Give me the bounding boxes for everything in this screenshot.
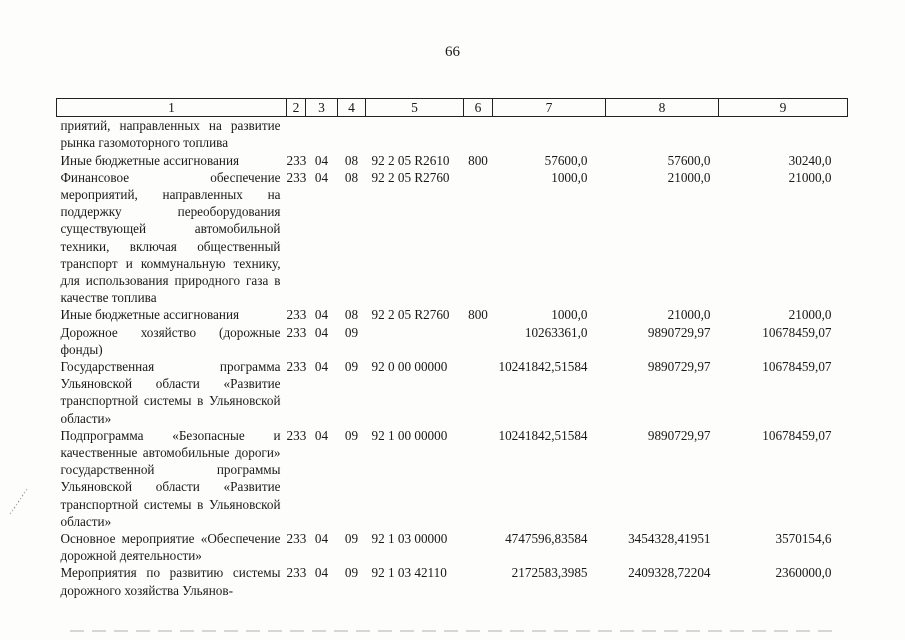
row-pr-cell xyxy=(338,117,366,152)
row-ved-cell xyxy=(287,117,306,152)
row-name-cell: Основное мероприятие «Обеспечение дорожной деятельности» xyxy=(60,531,281,564)
row-rz-cell: 04 xyxy=(314,427,329,443)
row-amount-2-cell: 9890729,97 xyxy=(647,324,711,340)
row-pr-cell: 09 xyxy=(344,427,359,443)
row-amount-3-cell: 10678459,07 xyxy=(762,324,832,340)
row-pr-cell: 08 xyxy=(344,152,359,168)
row-name-cell: Финансовое обеспечение мероприятий, направленных на поддержку переоборудования существующей автомобильной техники, включая общественный транспорт и коммунальную технику, для использования природного газа в качестве топлива xyxy=(60,169,281,306)
row-ved-cell: 233 xyxy=(286,359,307,375)
row-amount-1-cell: 10241842,51584 xyxy=(498,427,588,443)
row-ved-cell: 233 xyxy=(286,427,307,443)
table-row xyxy=(57,564,848,598)
column-header-5: 5 xyxy=(366,99,464,117)
table-row xyxy=(57,427,848,530)
row-csr-cell: 92 1 03 42110 xyxy=(371,565,447,581)
row-amount-1-cell: 10263361,0 xyxy=(524,324,588,340)
row-amount-1-cell: 57600,0 xyxy=(544,152,588,168)
table-row xyxy=(57,117,848,152)
row-csr-cell xyxy=(366,324,464,358)
row-amount-2-cell: 21000,0 xyxy=(667,307,711,323)
row-ved-cell: 233 xyxy=(286,324,307,340)
table-body xyxy=(57,117,848,599)
row-rz-cell: 04 xyxy=(314,169,329,185)
table-row xyxy=(57,169,848,307)
row-name-cell: Мероприятия по развитию системы дорожного хозяйства Ульянов- xyxy=(60,565,281,598)
column-header-7: 7 xyxy=(493,99,606,117)
table-row xyxy=(57,358,848,427)
row-amount-2-cell: 3454328,41951 xyxy=(628,531,711,547)
column-header-2: 2 xyxy=(287,99,306,117)
row-rz-cell: 04 xyxy=(314,324,329,340)
row-vr-cell: 800 xyxy=(468,307,488,323)
row-amount-2-cell: 57600,0 xyxy=(667,152,711,168)
page-number: 66 xyxy=(445,44,460,60)
row-amount-2-cell: 9890729,97 xyxy=(647,359,711,375)
row-vr-cell xyxy=(464,324,493,358)
row-name-cell: Подпрограмма «Безопасные и качественные автомобильные дороги» государственной программы Ульяновской области «Развитие транспортной системы в Ульяновской области» xyxy=(60,427,281,529)
column-header-8: 8 xyxy=(606,99,719,117)
page-bottom-rule xyxy=(70,630,840,632)
row-amount-3-cell: 2360000,0 xyxy=(775,565,832,581)
column-header-1: 1 xyxy=(57,99,287,117)
row-csr-cell: 92 2 05 R2610 xyxy=(371,152,450,168)
row-name-cell: Иные бюджетные ассигнования xyxy=(60,307,240,323)
row-rz-cell xyxy=(306,117,338,152)
row-ved-cell: 233 xyxy=(286,531,307,547)
table-row xyxy=(57,324,848,358)
row-csr-cell: 92 1 03 00000 xyxy=(371,531,448,547)
budget-table xyxy=(56,98,848,599)
column-header-6: 6 xyxy=(464,99,493,117)
row-pr-cell: 08 xyxy=(344,169,359,185)
row-amount-2-cell: 9890729,97 xyxy=(647,427,711,443)
row-ved-cell: 233 xyxy=(286,152,307,168)
table-row xyxy=(57,152,848,169)
row-ved-cell: 233 xyxy=(286,169,307,185)
row-pr-cell: 08 xyxy=(344,307,359,323)
table-row xyxy=(57,306,848,323)
row-csr-cell: 92 0 00 00000 xyxy=(371,359,448,375)
row-name-cell: приятий, направленных на развитие рынка газомоторного топлива xyxy=(60,118,281,151)
row-vr-cell xyxy=(464,427,493,530)
row-rz-cell: 04 xyxy=(314,359,329,375)
row-amount-3-cell: 21000,0 xyxy=(788,169,832,185)
row-ved-cell: 233 xyxy=(286,307,307,323)
row-pr-cell: 09 xyxy=(344,359,359,375)
column-header-9: 9 xyxy=(719,99,848,117)
row-rz-cell: 04 xyxy=(314,531,329,547)
row-name-cell: Иные бюджетные ассигнования xyxy=(60,152,240,168)
row-csr-cell xyxy=(366,117,464,152)
row-amount-3-cell: 10678459,07 xyxy=(762,427,832,443)
header-row xyxy=(57,99,848,117)
row-amount-1-cell xyxy=(493,117,606,152)
row-amount-1-cell: 10241842,51584 xyxy=(498,359,588,375)
row-amount-2-cell xyxy=(606,117,719,152)
row-amount-3-cell: 3570154,6 xyxy=(775,531,832,547)
row-vr-cell xyxy=(464,358,493,427)
row-amount-2-cell: 2409328,72204 xyxy=(628,565,711,581)
row-amount-3-cell: 21000,0 xyxy=(788,307,832,323)
column-header-4: 4 xyxy=(338,99,366,117)
row-amount-3-cell: 30240,0 xyxy=(788,152,832,168)
row-pr-cell: 09 xyxy=(344,565,359,581)
row-amount-3-cell xyxy=(719,117,848,152)
table-row xyxy=(57,530,848,564)
row-ved-cell: 233 xyxy=(286,565,307,581)
row-rz-cell: 04 xyxy=(314,565,329,581)
row-csr-cell: 92 2 05 R2760 xyxy=(371,169,450,185)
row-amount-1-cell: 4747596,83584 xyxy=(505,531,588,547)
row-name-cell: Государственная программа Ульяновской области «Развитие транспортной системы в Ульяновской области» xyxy=(60,359,281,426)
column-header-3: 3 xyxy=(306,99,338,117)
row-csr-cell: 92 1 00 00000 xyxy=(371,427,448,443)
row-vr-cell xyxy=(464,117,493,152)
row-amount-2-cell: 21000,0 xyxy=(667,169,711,185)
row-pr-cell: 09 xyxy=(344,324,359,340)
row-vr-cell: 800 xyxy=(468,152,488,168)
row-csr-cell: 92 2 05 R2760 xyxy=(371,307,450,323)
row-name-cell: Дорожное хозяйство (дорожные фонды) xyxy=(60,324,281,357)
row-amount-1-cell: 1000,0 xyxy=(551,307,588,323)
row-vr-cell xyxy=(464,564,493,598)
scan-artifact-icon xyxy=(6,478,36,518)
row-rz-cell: 04 xyxy=(314,307,329,323)
row-vr-cell xyxy=(464,530,493,564)
row-amount-3-cell: 10678459,07 xyxy=(762,359,832,375)
row-amount-1-cell: 2172583,3985 xyxy=(511,565,588,581)
row-amount-1-cell: 1000,0 xyxy=(551,169,588,185)
row-rz-cell: 04 xyxy=(314,152,329,168)
row-pr-cell: 09 xyxy=(344,531,359,547)
row-vr-cell xyxy=(464,169,493,307)
